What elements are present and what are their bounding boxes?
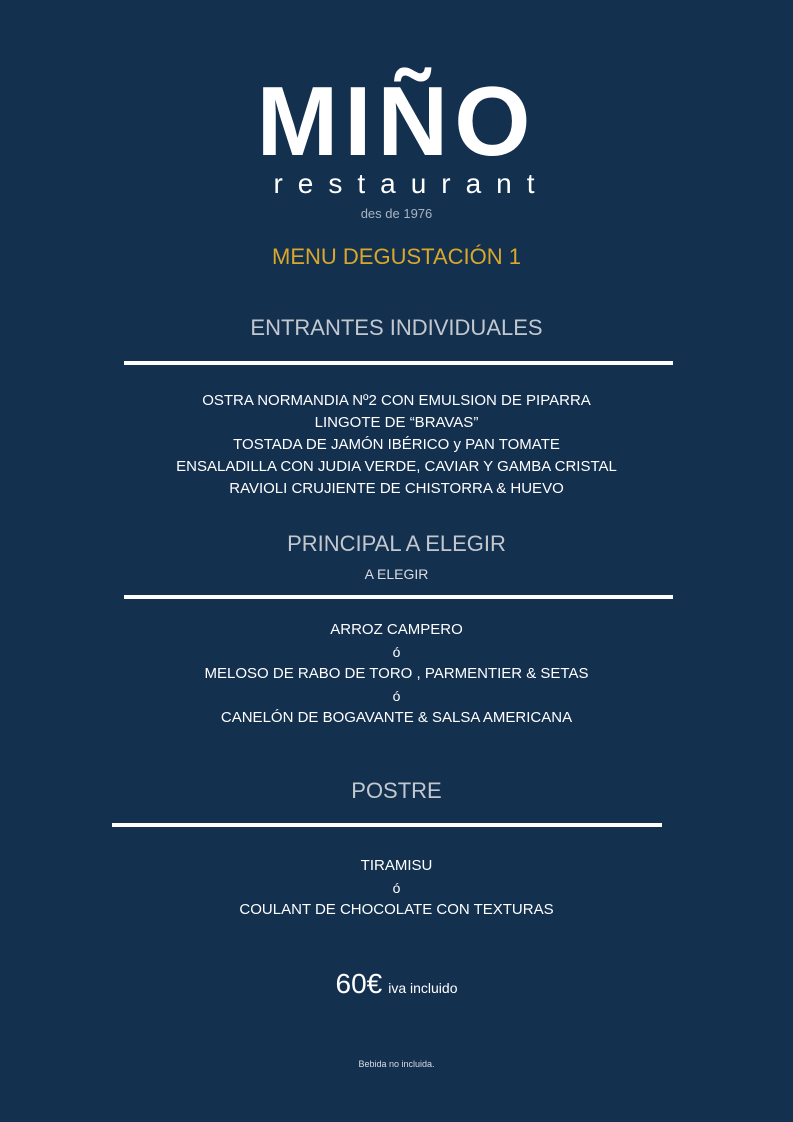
mains-list: [0, 619, 793, 729]
price-block: [0, 970, 793, 998]
choice-separator: ó: [392, 880, 401, 896]
list-item: TIRAMISU: [360, 857, 433, 874]
section-title-starters: ENTRANTES INDIVIDUALES: [250, 315, 543, 340]
choice-separator: ó: [392, 644, 401, 660]
list-item: COULANT DE CHOCOLATE CON TEXTURAS: [239, 901, 554, 918]
established-year: des de 1976: [360, 206, 433, 221]
list-item: TOSTADA DE JAMÓN IBÉRICO y PAN TOMATE: [233, 436, 560, 453]
restaurant-tagline: restaurant: [273, 168, 550, 199]
section-divider: [112, 823, 662, 827]
section-divider: [124, 595, 673, 599]
list-item: LINGOTE DE “BRAVAS”: [314, 414, 479, 431]
dessert-list: [0, 855, 793, 921]
list-item: ARROZ CAMPERO: [330, 621, 463, 638]
footer-note: Bebida no incluida.: [358, 1059, 435, 1069]
price-amount: 60€: [335, 968, 383, 999]
list-item: ENSALADILLA CON JUDIA VERDE, CAVIAR Y GAMBA CRISTAL: [176, 458, 617, 475]
section-subtitle-mains: A ELEGIR: [364, 566, 429, 582]
restaurant-logo: MIÑO: [256, 66, 537, 176]
list-item: RAVIOLI CRUJIENTE DE CHISTORRA & HUEVO: [229, 480, 564, 497]
starters-list: [0, 390, 793, 500]
section-title-dessert: POSTRE: [351, 778, 442, 803]
section-divider: [124, 361, 673, 365]
list-item: MELOSO DE RABO DE TORO , PARMENTIER & SETAS: [204, 665, 589, 682]
list-item: CANELÓN DE BOGAVANTE & SALSA AMERICANA: [220, 709, 573, 726]
choice-separator: ó: [392, 688, 401, 704]
list-item: OSTRA NORMANDIA Nº2 CON EMULSION DE PIPARRA: [202, 392, 591, 409]
price-tax-note: iva incluido: [388, 980, 458, 996]
section-title-mains: PRINCIPAL A ELEGIR: [287, 531, 506, 556]
menu-title: MENU DEGUSTACIÓN 1: [272, 244, 521, 269]
